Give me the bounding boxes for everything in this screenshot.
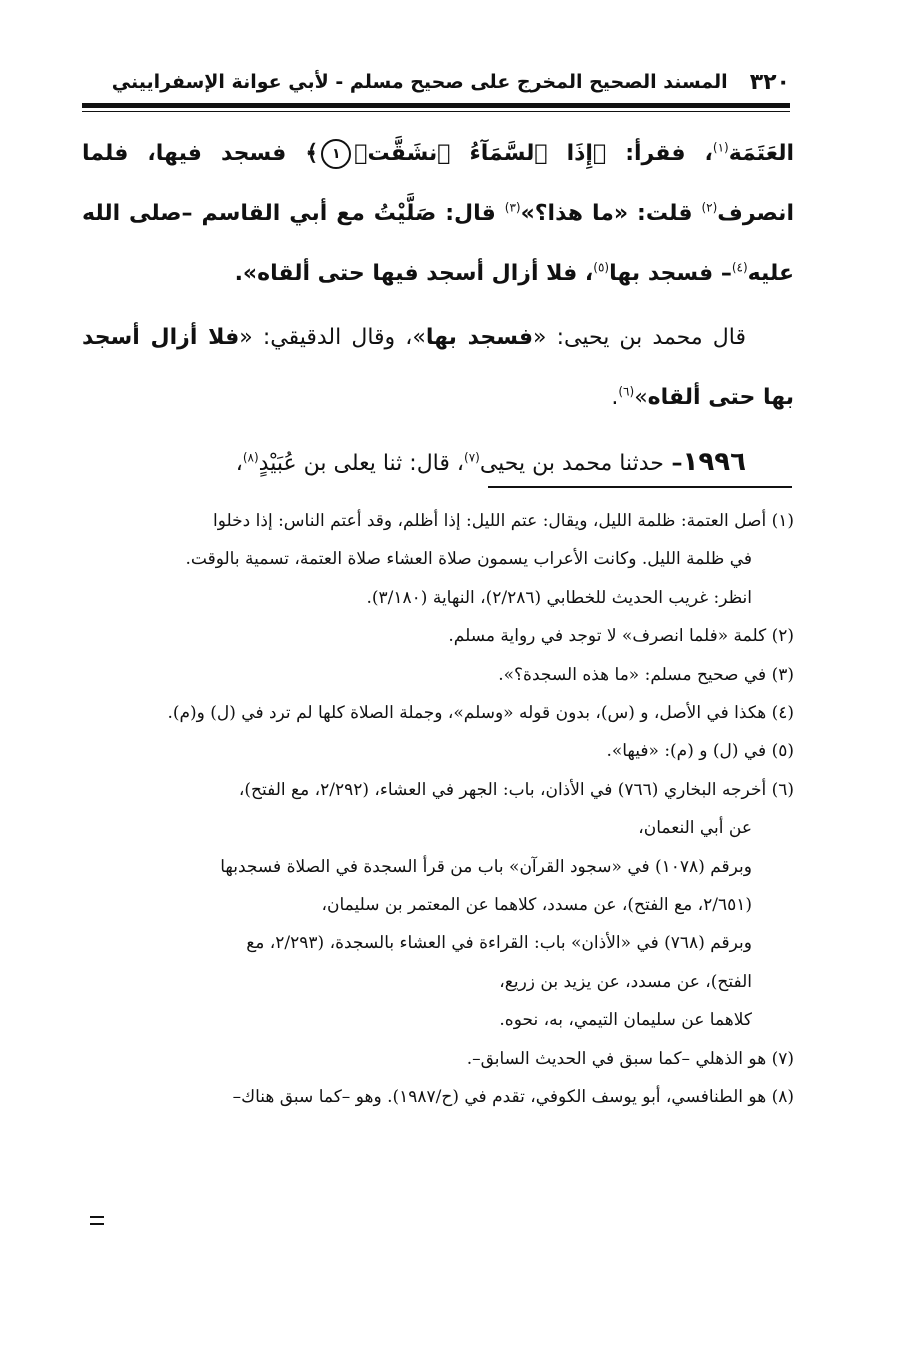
- footnote-1: (١) أصل العتمة: ظلمة الليل، ويقال: عتم الليل: إذا أظلم، وقد أعتم الناس: إذا دخلوا: [213, 511, 794, 531]
- text-run: »: [634, 385, 648, 410]
- hadith-number: ١٩٩٦: [682, 447, 746, 477]
- text-run: ،: [235, 451, 243, 476]
- footnote-6: (٦) أخرجه البخاري (٧٦٦) في الأذان، باب: الجهر في العشاء، (٢/٢٩٢، مع الفتح)،: [238, 779, 794, 800]
- ornate-bracket-open: ﴿: [592, 141, 607, 166]
- text-run: قلت: «ما هذا؟»: [520, 201, 702, 226]
- footnote-6-cont: وبرقم (١٠٧٨) في «سجود القرآن» باب من قرأ السجدة في الصلاة فسجدبها: [220, 856, 752, 877]
- text-run: –: [663, 451, 683, 476]
- text-run: ، قال: ثنا يعلى بن عُبَيْدٍ: [258, 451, 464, 476]
- text-run: العَتَمَة: [728, 141, 794, 166]
- footnote-5: (٥) في (ل) و (م): «فيها».: [606, 741, 794, 762]
- text-run: حدثنا محمد بن يحيى: [479, 451, 664, 476]
- footnote-ref-1: (١): [712, 140, 729, 155]
- text-run: »، وقال الدقيقي: «: [239, 325, 426, 350]
- footnote-8: (٨) هو الطنافسي، أبو يوسف الكوفي، تقدم في (ح/١٩٨٧). وهو –كما سبق هناك–: [232, 1087, 794, 1108]
- text-run: – فسجد بها: [609, 261, 732, 286]
- footnote-1-cont: انظر: غريب الحديث للخطابي (٢/٢٨٦)، النهاية (٣/١٨٠).: [366, 587, 752, 608]
- footnote-7: (٧) هو الذهلي –كما سبق في الحديث السابق–.: [466, 1048, 794, 1069]
- footnote-ref-8: (٨): [242, 450, 259, 465]
- header-rule-thin: [82, 111, 790, 112]
- text-run: ، فلا أزال أسجد فيها حتى ألقاه».: [234, 261, 594, 286]
- footnote-ref-7: (٧): [464, 450, 480, 465]
- header-rule-thick: [82, 103, 790, 108]
- text-run: فسجد فيها، فلما انصرف: [82, 141, 794, 226]
- paragraph-hadith-text: [82, 124, 794, 304]
- quran-verse-text: إِذَا ٱلسَّمَآءُ ٱنشَقَّتۡ: [354, 141, 593, 166]
- text-run: .: [611, 385, 619, 410]
- footnote-6-cont: (٢/٦٥١، مع الفتح)، عن مسدد، كلاهما عن المعتمر بن سليمان،: [321, 895, 752, 916]
- footnote-separator: [488, 486, 792, 488]
- main-text: [82, 124, 794, 494]
- paragraph-narrator-note: [82, 308, 794, 428]
- continuation-mark: [90, 1216, 104, 1225]
- quran-verse: [305, 141, 606, 166]
- footnote-6-cont: كلاهما عن سليمان التيمي، به، نحوه.: [499, 1010, 752, 1031]
- footnotes: [82, 502, 794, 1117]
- footnote-ref-2: (٢): [701, 200, 718, 215]
- footnote-6-cont: وبرقم (٧٦٨) في «الأذان» باب: القراءة في العشاء بالسجدة، (٢/٢٩٣، مع: [246, 933, 752, 954]
- text-run: قال: صَلَّيْتُ مع أبي القاسم –صلى الله عليه: [82, 201, 794, 286]
- paragraph-hadith-1996: [82, 432, 794, 494]
- ornate-bracket-close: ﴾: [305, 141, 319, 166]
- footnote-3: (٣) في صحيح مسلم: «ما هذه السجدة؟».: [498, 664, 794, 685]
- footnote-6-cont: عن أبي النعمان،: [638, 818, 752, 839]
- footnote-2: (٢) كلمة «فلما انصرف» لا توجد في رواية مسلم.: [448, 626, 794, 647]
- footnote-6-cont: الفتح)، عن مسدد، عن يزيد بن زريع،: [499, 971, 752, 992]
- page-number: ٣٢٠: [749, 69, 790, 95]
- text-run: ، فقرأ:: [606, 141, 713, 166]
- footnote-ref-6: (٦): [618, 384, 635, 399]
- ayah-number-marker: ١: [321, 139, 351, 169]
- footnote-ref-5: (٥): [593, 260, 610, 275]
- footnote-4: (٤) هكذا في الأصل، و (س)، بدون قوله «وسلم»، وجملة الصلاة كلها لم ترد في (ل) و(م).: [167, 703, 794, 724]
- running-title: المسند الصحيح المخرج على صحيح مسلم - لأبي عوانة الإسفراييني: [111, 71, 728, 93]
- page-header: [82, 62, 790, 102]
- text-run: فلا أزال أسجد بها حتى ألقاه: [82, 325, 794, 410]
- text-run: فسجد بها: [425, 325, 534, 350]
- footnote-ref-3: (٣): [504, 200, 521, 215]
- text-run: قال محمد بن يحيى: «: [533, 325, 746, 350]
- footnote-ref-4: (٤): [731, 260, 748, 275]
- footnote-1-cont: في ظلمة الليل. وكانت الأعراب يسمون صلاة العشاء صلاة العتمة، تسمية بالوقت.: [185, 549, 752, 570]
